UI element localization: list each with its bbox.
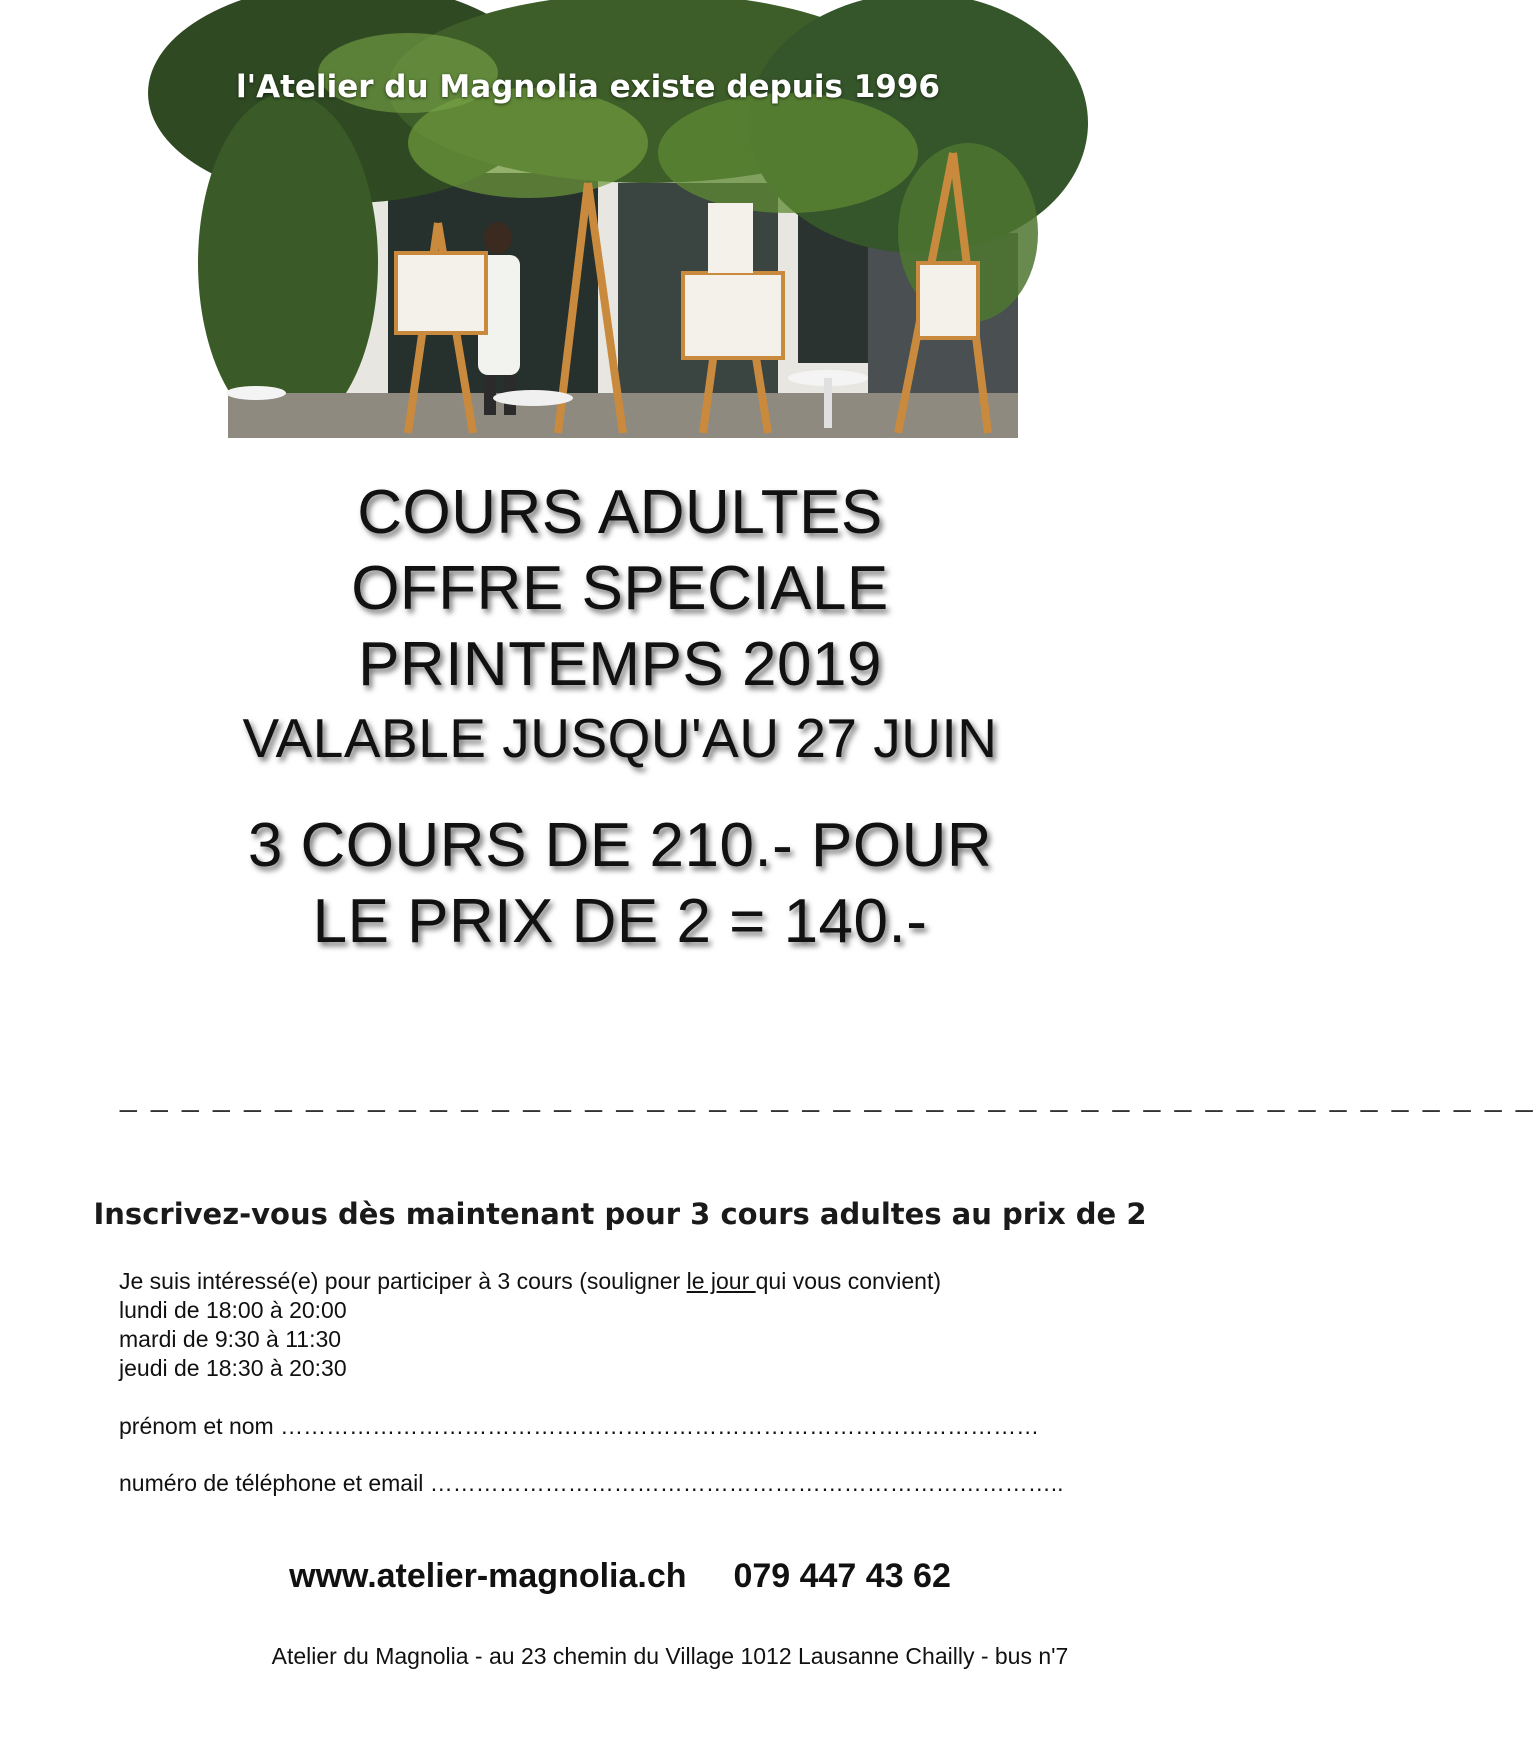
schedule-thursday: jeudi de 18:30 à 20:30 [119,1355,347,1381]
headline-printemps: PRINTEMPS 2019 [358,630,882,699]
cut-line-separator: _ _ _ _ _ _ _ _ _ _ _ _ _ _ _ _ _ _ _ _ _ _ _ _ _ _ _ _ _ _ _ _ _ _ _ _ _ _ _ _ _ _ _ _ _ _ [120,1080,1536,1113]
headline-offre-speciale: OFFRE SPECIALE [351,554,889,623]
website-link[interactable]: www.atelier-magnolia.ch [289,1557,687,1595]
schedule-monday: lundi de 18:00 à 20:00 [119,1297,347,1323]
form-heading: Inscrivez-vous dès maintenant pour 3 cours adultes au prix de 2 [93,1197,1147,1231]
headline-validity: VALABLE JUSQU'AU 27 JUIN [242,707,998,769]
name-label: prénom et nom [119,1413,274,1439]
atelier-photo [228,33,1018,438]
phone-number: 079 447 43 62 [733,1557,951,1595]
name-dots: ……………………………………………………………………………………… [280,1413,1040,1439]
contact-dots: ……………………………………………………………………….. [429,1470,1064,1496]
offer-line-2: LE PRIX DE 2 = 140.- [312,887,928,956]
offer-line-1: 3 COURS DE 210.- POUR [247,811,993,880]
address: Atelier du Magnolia - au 23 chemin du Village 1012 Lausanne Chailly - bus n'7 [271,1643,1069,1669]
photo-caption: l'Atelier du Magnolia existe depuis 1996 [235,69,940,105]
contact-label: numéro de téléphone et email [119,1470,424,1496]
contact-line [0,1557,1240,1596]
schedule-tuesday: mardi de 9:30 à 11:30 [119,1326,342,1352]
form-intro [119,1268,941,1295]
name-field-line [119,1413,1124,1440]
form-intro-after: qui vous convient) [755,1268,942,1294]
form-intro-before: Je suis intéressé(e) pour participer à 3 cours (souligner [119,1268,687,1294]
headline-cours-adultes: COURS ADULTES [357,478,883,547]
contact-field-line [119,1470,1119,1497]
form-intro-underlined: le jour [686,1268,756,1294]
